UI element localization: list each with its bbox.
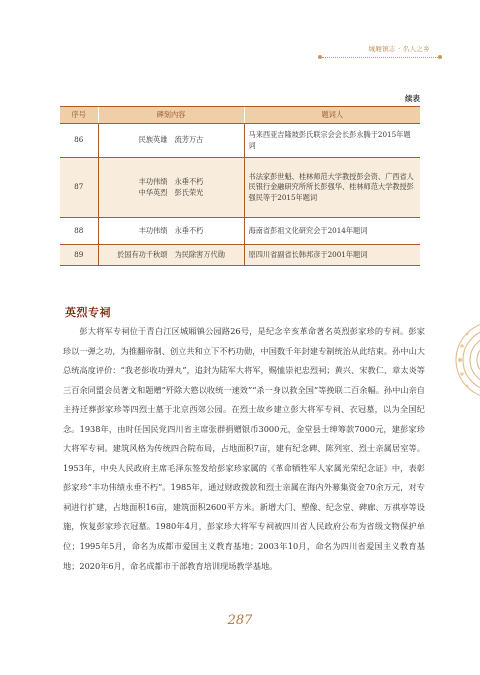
table-header-row xyxy=(60,107,420,124)
cell-author: 原四川省副省长韩邦彦于2001年题词 xyxy=(244,245,420,266)
col-header-no: 序号 xyxy=(60,107,98,124)
section-title: 英烈专祠 xyxy=(65,306,111,319)
cell-author: 书法家彭世魁、桂林师范大学教授彭会资、广西省人民银行金融研究所所长彭强华、桂林师范大学教授彭强民等于2015年题词 xyxy=(244,158,420,218)
decorative-rosette xyxy=(452,318,480,402)
header-rule xyxy=(322,57,440,58)
page-number: 287 xyxy=(227,613,253,628)
inscription-table xyxy=(60,106,420,266)
cell-author: 马来西亚吉隆坡彭氏联宗会会长彭永腾于2015年题词 xyxy=(244,124,420,158)
running-header: 城厢镇志 · 名人之乡 xyxy=(368,45,430,53)
table-row xyxy=(60,245,420,266)
cell-inscription: 於国有功千秋颂 为民除害万代勋 xyxy=(98,245,244,266)
continued-label: 续表 xyxy=(405,94,420,103)
table-row xyxy=(60,158,420,218)
cell-no: 87 xyxy=(60,158,98,218)
cell-inscription: 民族英雄 流芳万古 xyxy=(98,124,244,158)
cell-no: 89 xyxy=(60,245,98,266)
col-header-author: 题词人 xyxy=(244,107,420,124)
body-text xyxy=(63,322,425,576)
table-row xyxy=(60,218,420,245)
table-row xyxy=(60,124,420,158)
cell-author: 海南省彭祖文化研究会于2014年题词 xyxy=(244,218,420,245)
col-header-inscription: 碑刻内容 xyxy=(98,107,244,124)
header-dot xyxy=(318,55,322,59)
cell-inscription: 丰功伟绩 永垂不朽 xyxy=(98,218,244,245)
body-paragraph: 彭大将军专祠位于青白江区城厢镇公园路26号，是纪念辛亥革命著名英烈彭家珍的专祠。彭家珍以一弹之功，为推翻帝制、创立共和立下不朽功勋，中国数千年封建专制统治从此结束。孙中山大总统高度评价：“我老彭收功弹丸”，追封为陆军大将军，赐恤崇祀忠烈祠；黄兴、宋教仁、章太炎等三百余同盟会员著文和题赠“歼除大憝以收统一速效”“杀一身以救全国”等挽联二百余幅。孙中山亲自主持迁葬彭家珍等四烈士墓于北京西郊公园。在烈士故乡建立彭大将军专祠、衣冠墓，以为全国纪念。1938年，由时任国民党四川省主席张群捐赠银币3000元，金堂县士绅筹款7000元，建彭家珍大将军专祠。建筑风格为传统四合院布局，占地面积7亩，建有纪念碑、陈列室、烈士亲属居室等。1953年，中央人民政府主席毛泽东签发给彭家珍家属的《革命牺牲军人家属光荣纪念证》中，表彰彭家珍“丰功伟绩永垂不朽”。1985年，通过财政拨款和烈士亲属在海内外募集资金70余万元，对专祠进行扩建，占地面积16亩，建筑面积2600平方米。新增大门、塑像、纪念堂、碑廊、万祺亭等设施，恢复彭家珍衣冠墓。1980年4月，彭家珍大将军专祠被四川省人民政府公布为省级文物保护单位；1995年5月，命名为成都市爱国主义教育基地；2003年10月，命名为四川省爱国主义教育基地；2020年6月，命名成都市干部教育培训现场教学基地。 xyxy=(63,326,425,571)
header-dot xyxy=(438,55,442,59)
cell-no: 88 xyxy=(60,218,98,245)
cell-no: 86 xyxy=(60,124,98,158)
cell-inscription: 丰功伟绩 永垂不朽 中华英烈 彭氏荣光 xyxy=(98,158,244,218)
